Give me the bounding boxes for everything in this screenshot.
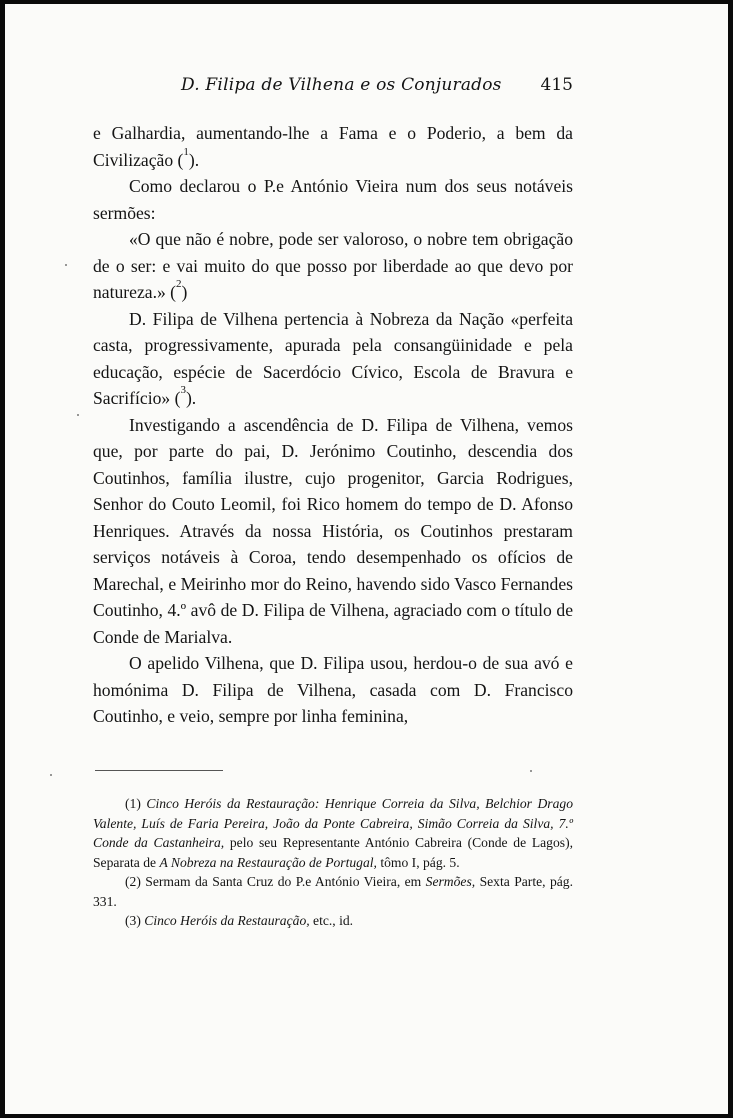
running-title: D. Filipa de Vilhena e os Conjurados <box>181 75 502 95</box>
footnote-marker-3: (3) <box>125 913 141 928</box>
paragraph-2: Como declarou o P.e António Vieira num dos seus notáveis sermões: <box>93 176 573 223</box>
footnotes <box>93 794 573 931</box>
footnote-ref-3[interactable]: 3 <box>180 384 186 396</box>
quotation-paragraph: «O que não é nobre, pode ser valoroso, o nobre tem obrigação de o ser: e vai muito do que posso por liberdade ao que devo por natureza.» ($^2$) <box>93 229 573 302</box>
footnote-ref-2[interactable]: 2 <box>176 278 182 290</box>
page-header <box>93 75 573 101</box>
paragraph-4: D. Filipa de Vilhena pertencia à Nobreza da Nação «perfeita casta, progressivamente, apurada pela consangüinidade e pela educação, espécie de Sacerdócio Cívico, Escola de Bravura e Sacrifício» ($^3$). <box>93 308 573 408</box>
footnote-2: (2) Sermam da Santa Cruz do P.e António Vieira, em Sermões, Sexta Parte, pág. 331. <box>93 874 573 909</box>
paragraph-5: Investigando a ascendência de D. Filipa de Vilhena, vemos que, por parte do pai, D. Jerónimo Coutinho, descendia dos Coutinhos, família ilustre, cujo progenitor, Garcia Rodrigues, Senhor do Couto Leomil, foi Rico homem do tempo de D. Afonso Henriques. Através da nossa História, os Coutinhos prestaram serviços notáveis à Coroa, tendo desempenhado os ofícios de Marechal, e Meirinho mor do Reino, havendo sido Vasco Fernandes Coutinho, 4.º avô de D. Filipa de Vilhena, agraciado com o título de Conde de Marialva. <box>93 414 573 647</box>
footnote-divider <box>95 770 223 771</box>
scan-speck <box>77 414 79 416</box>
body-text <box>93 120 573 730</box>
footnote-marker-1: (1) <box>125 796 141 811</box>
footnote-ref-1[interactable]: 1 <box>183 145 189 158</box>
page-number: 415 <box>540 75 573 95</box>
footnote-1: (1) Cinco Heróis da Restauração: Henrique Correia da Silva, Belchior Drago Valente, Luís de Faria Pereira, João da Ponte Cabreira, Simão Correia da Silva, 7.º Conde da Castanheira, pelo seu Representante António Cabreira (Conde de Lagos), Separata de A Nobreza na Restauração de Portugal, tômo I, pág. 5. <box>93 796 573 870</box>
scan-speck <box>50 774 52 776</box>
scan-speck <box>65 264 67 266</box>
paragraph-1: e Galhardia, aumentando-lhe a Fama e o Poderio, a bem da Civilização ($^1$). <box>93 123 573 170</box>
scan-speck <box>530 770 532 772</box>
footnote-marker-2: (2) <box>125 874 141 889</box>
footnote-3: (3) Cinco Heróis da Restauração, etc., id. <box>125 913 354 928</box>
paragraph-6: O apelido Vilhena, que D. Filipa usou, herdou-o de sua avó e homónima D. Filipa de Vilhena, casada com D. Francisco Coutinho, e veio, sempre por linha feminina, <box>93 653 573 726</box>
